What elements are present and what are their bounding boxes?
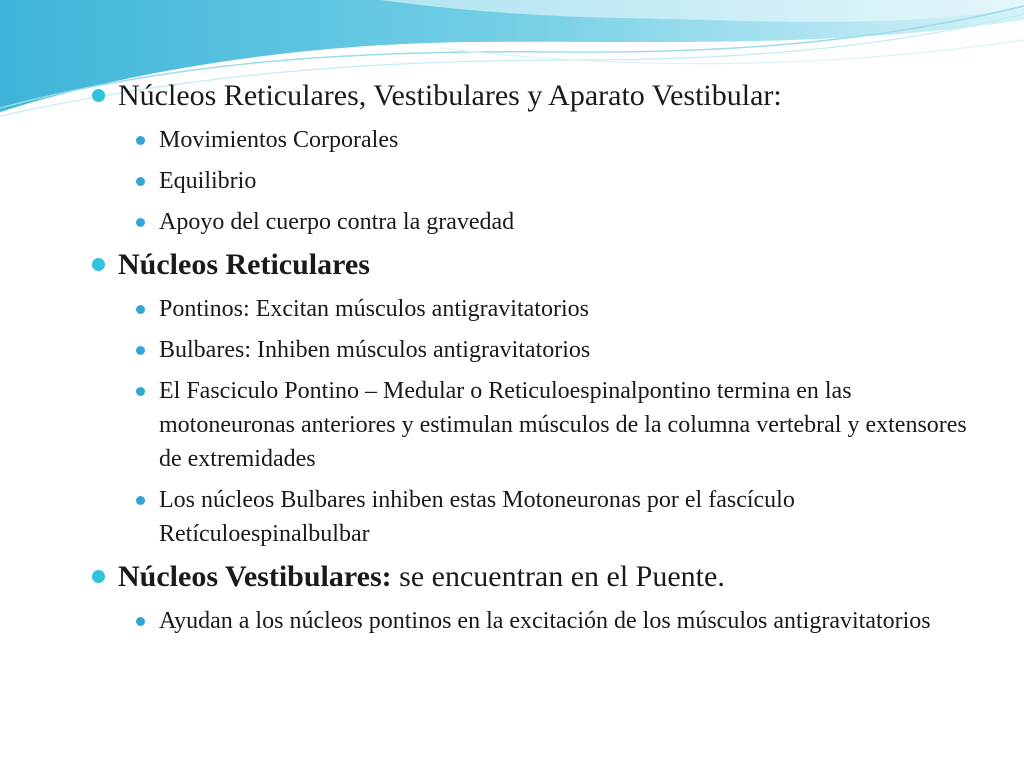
bullet-dot-icon — [136, 177, 145, 186]
bullet-item — [88, 245, 968, 285]
sub-bullet-item — [88, 483, 968, 551]
sub-bullet-text: Apoyo del cuerpo contra la gravedad — [159, 209, 515, 235]
bullet-heading: Núcleos Reticulares — [118, 248, 370, 281]
bullet-item — [88, 76, 968, 116]
sub-bullet-text: El Fasciculo Pontino – Medular o Reticuloespinalpontino termina en las motoneuronas anteriores y estimulan músculos de la columna vertebral y extensores de extremidades — [159, 378, 967, 472]
sub-bullet-item — [88, 123, 968, 157]
sub-bullet-item — [88, 333, 968, 367]
sub-bullet-item — [88, 205, 968, 239]
sub-bullet-text: Movimientos Corporales — [159, 127, 399, 153]
bullet-dot-icon — [136, 346, 145, 355]
sub-bullet-text: Bulbares: Inhiben músculos antigravitatorios — [159, 337, 591, 363]
bullet-dot-icon — [136, 617, 145, 626]
sub-bullet-text: Equilibrio — [159, 168, 257, 194]
sub-bullet-item — [88, 292, 968, 326]
bullet-heading: Núcleos Vestibulares: — [118, 560, 392, 593]
sub-bullet-item — [88, 374, 968, 476]
sub-bullet-text: Los núcleos Bulbares inhiben estas Motoneuronas por el fascículo Retículoespinalbulbar — [159, 487, 795, 547]
bullet-dot-icon — [136, 305, 145, 314]
sub-bullet-text: Pontinos: Excitan músculos antigravitatorios — [159, 296, 589, 322]
bullet-dot-icon — [136, 387, 145, 396]
bullet-text: Núcleos Reticulares, Vestibulares y Aparato Vestibular: — [118, 79, 782, 112]
bullet-item — [88, 557, 968, 597]
bullet-dot-icon — [92, 570, 105, 583]
sub-bullet-item — [88, 604, 968, 638]
sub-bullet-text: Ayudan a los núcleos pontinos en la excitación de los músculos antigravitatorios — [159, 608, 931, 634]
bullet-text: se encuentran en el Puente. — [391, 560, 725, 593]
bullet-dot-icon — [136, 136, 145, 145]
bullet-dot-icon — [92, 258, 105, 271]
bullet-dot-icon — [136, 218, 145, 227]
slide-content — [88, 76, 968, 638]
bullet-dot-icon — [136, 496, 145, 505]
sub-bullet-item — [88, 164, 968, 198]
bullet-dot-icon — [92, 89, 105, 102]
bullet-list — [88, 76, 968, 638]
